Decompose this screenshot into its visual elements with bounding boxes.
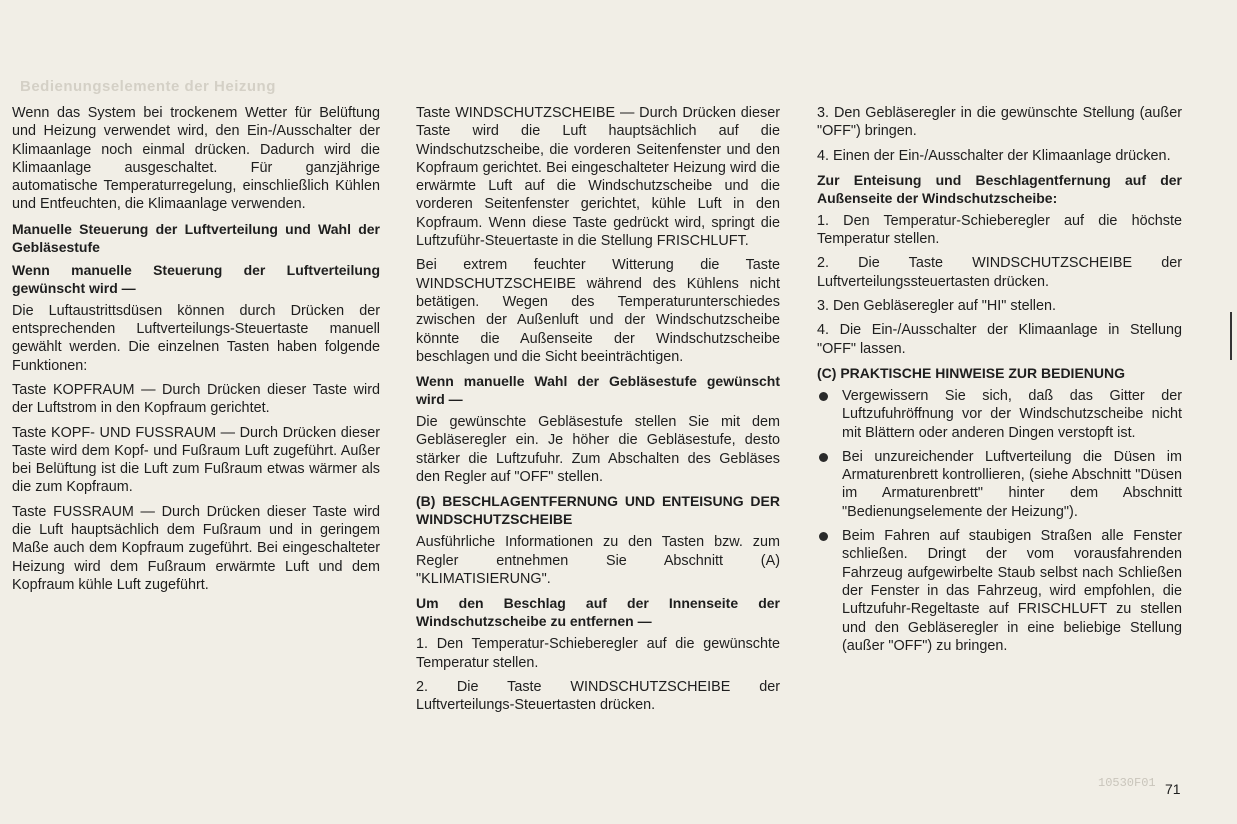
paragraph: Taste KOPF- UND FUSSRAUM — Durch Drücken dieser Taste wird dem Kopf- und Fußraum Luft zugeführt. Außer bei Belüftung ist die Luft zum Fußraum etwas wärmer als die zum Kopfraum. — [12, 424, 380, 496]
paragraph: Die gewünschte Gebläsestufe stellen Sie mit dem Gebläseregler ein. Je höher die Gebläsestufe, desto stärker die Luftzufuhr. Zum Abschalten des Gebläses den Regler auf "OFF" stellen. — [416, 414, 780, 486]
step-item: 1. Den Temperatur-Schieberegler auf die höchste Temperatur stellen. — [817, 212, 1182, 248]
section-heading: (C) PRAKTISCHE HINWEISE ZUR BEDIENUNG — [817, 364, 1126, 381]
bullet-item: Beim Fahren auf staubigen Straßen alle Fenster schließen. Dringt der vom vorausfahrenden Fahrzeug aufgewirbelte Staub selbst nach Schließen der Fenster in das Fahrzeug, wird empfohlen, die Luftzufuhr-Regeltaste auf FRISCHLUFT zu stellen und den Gebläseregler in eine beliebige Stellung (außer "OFF") zu bringen. — [817, 527, 1182, 655]
paragraph: Taste KOPFRAUM — Durch Drücken dieser Taste wird der Luftstrom in den Kopfraum gerichtet. — [12, 381, 380, 417]
step-item: 3. Den Gebläseregler auf "HI" stellen. — [817, 298, 1056, 315]
step-item: 2. Die Taste WINDSCHUTZSCHEIBE der Luftverteilungs-Steuertasten drücken. — [416, 678, 780, 714]
paragraph: Wenn das System bei trockenem Wetter für Belüftung und Heizung verwendet wird, den Ein-/Ausschalter der Klimaanlage noch einmal drücken. Dadurch wird die Klimaanlage ausgeschaltet. Für ganzjährige automatische Temperaturregelung, einschließlich Kühlen und Entfeuchten, die Klimaanlage verwenden. — [12, 105, 380, 213]
bleed-through-figure-code: 10530F01 — [1098, 776, 1156, 790]
heading: Manuelle Steuerung der Luftverteilung und Wahl der Gebläsestufe — [12, 220, 380, 255]
heading: Zur Enteisung und Beschlagentfernung auf der Außenseite der Windschutzscheibe: — [817, 171, 1182, 206]
section-heading: (B) BESCHLAGENTFERNUNG UND ENTEISUNG DER WINDSCHUTZSCHEIBE — [416, 493, 780, 528]
text-column-1 — [12, 104, 380, 600]
heading: Um den Beschlag auf der Innenseite der Windschutzscheibe zu entfernen — — [416, 595, 780, 630]
paragraph: Bei extrem feuchter Witterung die Taste WINDSCHUTZSCHEIBE während des Kühlens nicht betätigen. Wegen des Temperaturunterschiedes zwischen der Außenluft und der Windschutzscheibe könnte die Außenseite der Windschutzscheibe beschlagen und die Sicht beeinträchtigen. — [416, 257, 780, 365]
hints-list — [817, 387, 1182, 655]
paragraph: Taste WINDSCHUTZSCHEIBE — Durch Drücken dieser Taste wird die Luft hauptsächlich auf die Windschutzscheibe, die vorderen Seitenfenster und den Kopfraum gerichtet. Bei eingeschalteter Heizung wird die erwärmte Luft auf die Windschutzscheibe und die vorderen Seitenfenster gerichtet, kühle Luft in den Kopfraum. Wenn diese Taste gedrückt wird, springt die Luftzuführ-Steuertaste in die Stellung FRISCHLUFT. — [416, 105, 780, 250]
paragraph: Ausführliche Informationen zu den Tasten bzw. zum Regler entnehmen Sie Abschnitt (A) "KLIMATISIERUNG". — [416, 534, 780, 587]
bullet-item: Vergewissern Sie sich, daß das Gitter der Luftzufuhröffnung vor der Windschutzscheibe nicht mit Blättern oder anderen Dingen verstopft ist. — [817, 387, 1182, 442]
heading: Wenn manuelle Steuerung der Luftverteilung gewünscht wird — — [12, 261, 380, 296]
bullet-item: Bei unzureichender Luftverteilung die Düsen im Armaturenbrett kontrollieren, (siehe Abschnitt "Düsen im Armaturenbrett" hinter dem Abschnitt "Bedienungselemente der Heizung"). — [817, 448, 1182, 521]
page-edge-mark — [1230, 338, 1232, 360]
step-item: 4. Die Ein-/Ausschalter der Klimaanlage in Stellung "OFF" lassen. — [817, 322, 1182, 357]
step-item: 1. Den Temperatur-Schieberegler auf die gewünschte Temperatur stellen. — [416, 636, 780, 671]
bleed-through-header: Bedienungselemente der Heizung — [20, 78, 276, 95]
text-column-2 — [416, 104, 780, 720]
heading: Wenn manuelle Wahl der Gebläsestufe gewünscht wird — — [416, 373, 780, 408]
text-column-3 — [817, 104, 1182, 661]
step-item: 2. Die Taste WINDSCHUTZSCHEIBE der Luftverteilungssteuertasten drücken. — [817, 255, 1182, 290]
step-item: 3. Den Gebläseregler in die gewünschte Stellung (außer "OFF") bringen. — [817, 105, 1182, 140]
paragraph: Die Luftaustrittsdüsen können durch Drücken der entsprechenden Luftverteilungs-Steuertaste manuell gewählt werden. Die einzelnen Tasten haben folgende Funktionen: — [12, 302, 380, 374]
paragraph: Taste FUSSRAUM — Durch Drücken dieser Taste wird die Luft hauptsächlich dem Fußraum und in geringem Maße auch dem Kopfraum zugeführt. Bei eingeschalteter Heizung wird dem Fußraum erwärmte Luft und dem Kopfraum kühle Luft zugeführt. — [12, 503, 380, 593]
step-item: 4. Einen der Ein-/Ausschalter der Klimaanlage drücken. — [817, 147, 1171, 164]
page-number: 71 — [1165, 781, 1181, 797]
